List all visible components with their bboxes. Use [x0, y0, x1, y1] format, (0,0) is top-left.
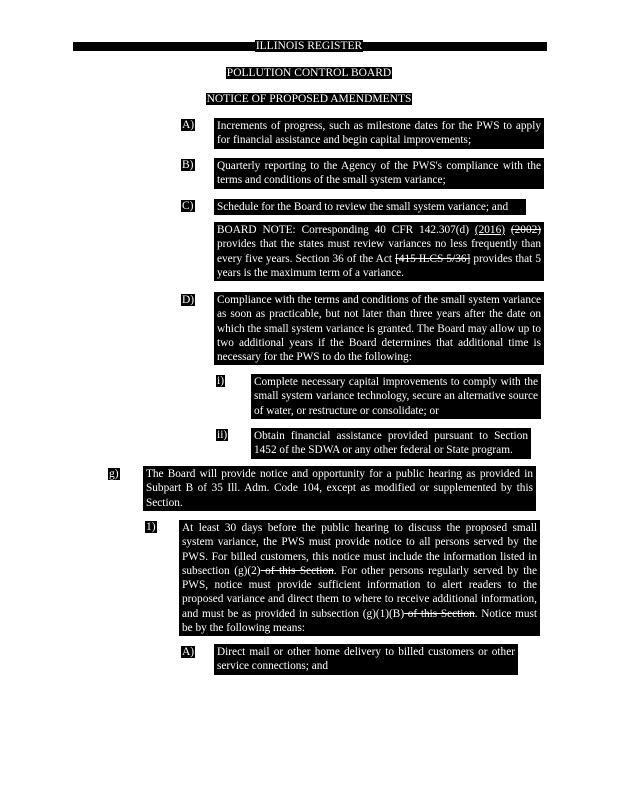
item-a-text: Increments of progress, such as milestone dates for the PWS to apply for financial assistance and begin capital improvements; [214, 118, 544, 149]
board-note-old-year: (2002) [510, 224, 542, 236]
item-i-text: Complete necessary capital improvements to comply with the small system variance technology, secure an alternative source of water, or restructure or consolidate; or [251, 374, 541, 419]
item-a2-text: Direct mail or other home delivery to billed customers or other service connections; and [214, 644, 518, 675]
item-c-text: Schedule for the Board to review the small system variance; and [214, 199, 526, 215]
item-g-label: g) [109, 468, 119, 480]
board-note-old-citation: [415 ILCS 5/36] [395, 252, 471, 265]
board-note-new-year: (2016) [474, 224, 505, 236]
item-1-text: At least 30 days before the public hearing to discuss the proposed small system variance, the PWS must provide notice to all persons served by the PWS. For billed customers, this notice must include the information listed in subsection (g)(2) of this Section. For other persons regularly served by the PWS, notice must provide sufficient information to alert readers to the proposed variance and direct them to where to receive additional information, and must be as provided in subsection (g)(1)(B) of this Section. Notice must be by the following means: [179, 520, 540, 636]
notice-title: NOTICE OF PROPOSED AMENDMENTS [206, 93, 412, 105]
item-i-label: i) [217, 375, 225, 387]
board-note: BOARD NOTE: Corresponding 40 CFR 142.307(d) (2016) (2002) provides that the states must review variances no less frequently than every five years. Section 36 of the Act [415 ILCS 5/36] provides that 5 years is the maximum term of a variance. [214, 222, 544, 281]
item-a2-label: A) [182, 646, 195, 658]
item-ii-text: Obtain financial assistance provided pursuant to Section 1452 of the SDWA or any other federal or State program. [251, 428, 531, 459]
register-title: ILLINOIS REGISTER [255, 40, 363, 52]
item-d-text: Compliance with the terms and conditions of the small system variance as soon as practicable, but not later than three years after the date on which the small system variance is granted. The Board may allow up to two additional years if the Board determines that additional time is necessary for the PWS to do the following: [214, 292, 544, 365]
item-1-strike-2: of this Section [404, 607, 475, 620]
item-1-label: 1) [146, 521, 156, 533]
item-d-label: D) [182, 294, 195, 306]
item-1-strike-1: of this Section [260, 564, 334, 577]
item-b-text: Quarterly reporting to the Agency of the PWS's compliance with the terms and conditions of the small system variance; [214, 158, 544, 189]
item-ii-label: ii) [217, 429, 228, 441]
item-a-label: A) [182, 119, 195, 131]
item-g-text: The Board will provide notice and opportunity for a public hearing as provided in Subpart B of 35 Ill. Adm. Code 104, except as modified or supplemented by this Section. [143, 466, 536, 511]
item-b-label: B) [182, 159, 194, 171]
board-title: POLLUTION CONTROL BOARD [226, 67, 392, 79]
item-c-label: C) [182, 200, 194, 212]
